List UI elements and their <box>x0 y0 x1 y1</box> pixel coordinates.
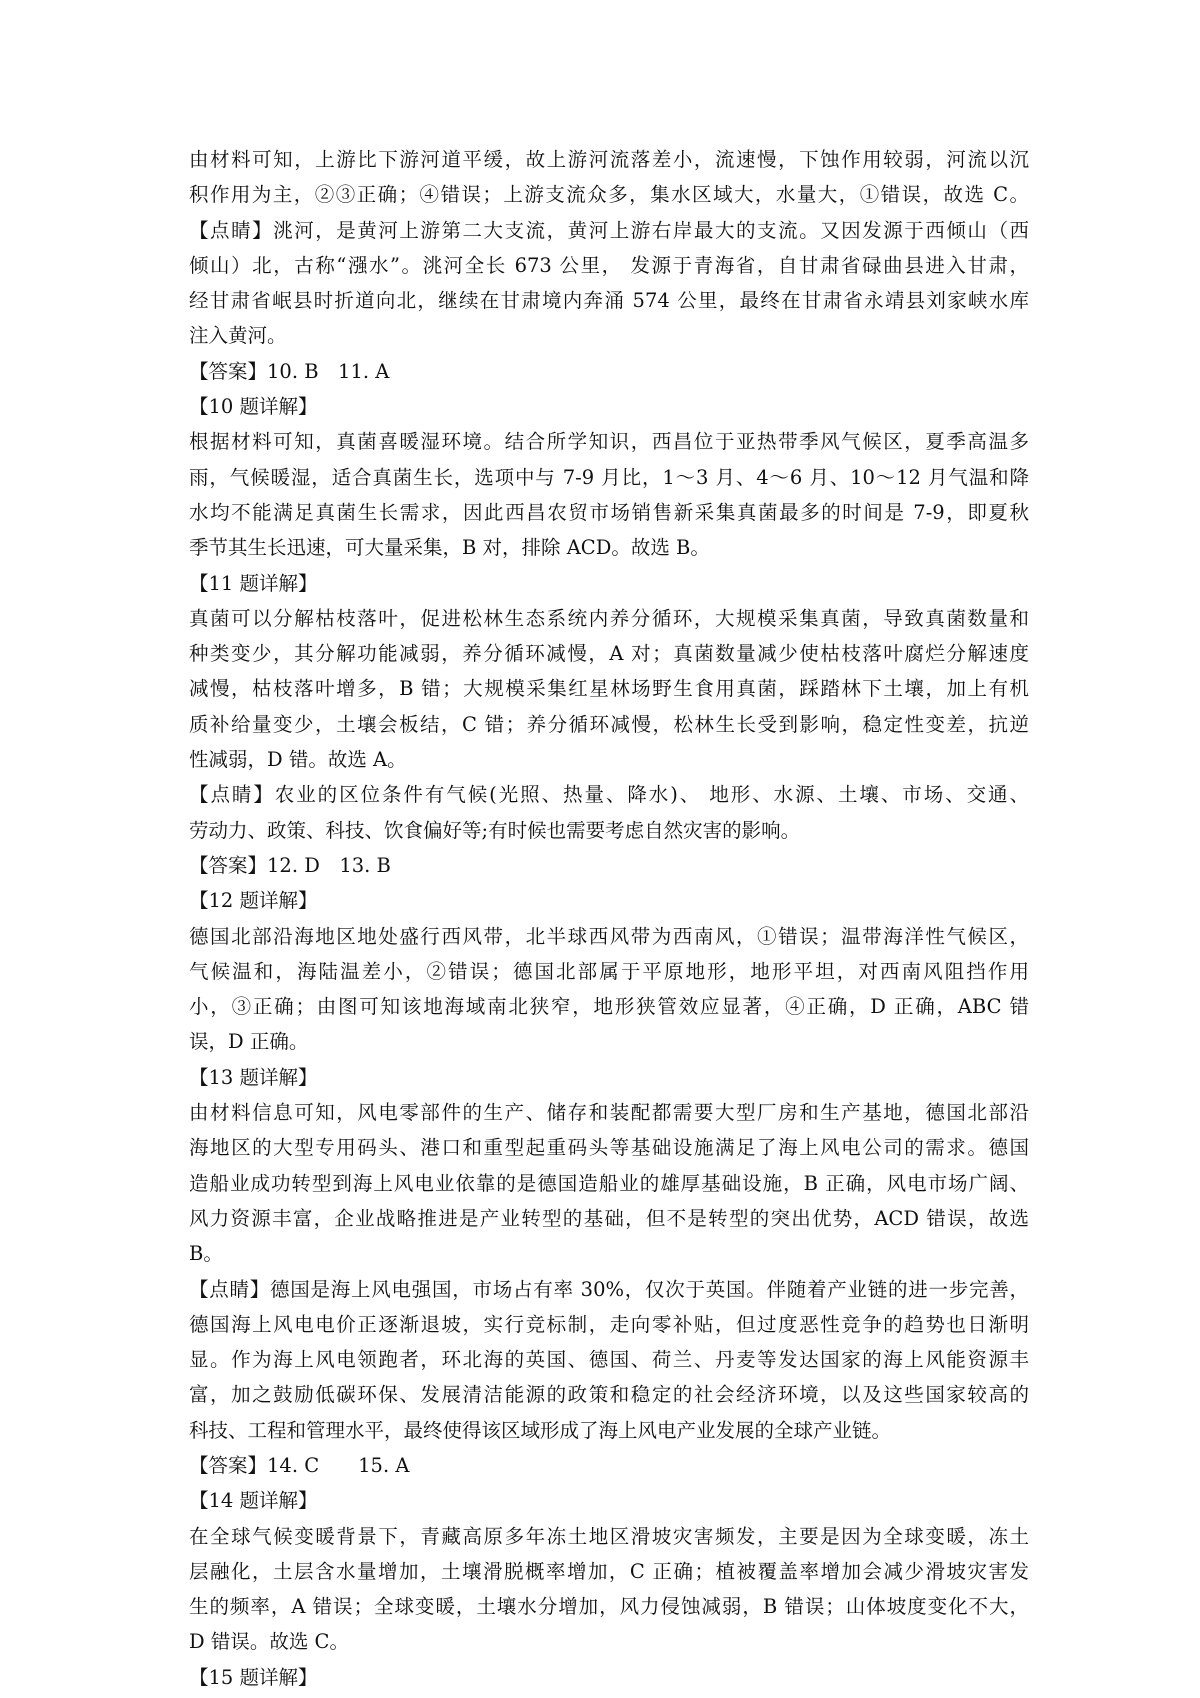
text-line: 【答案】10. B 11. A <box>189 359 390 383</box>
text-line: 德国北部沿海地区地处盛行西风带，北半球西风带为西南风，①错误；温带海洋性气候区， <box>189 924 1029 948</box>
text-line: 显。作为海上风电领跑者，环北海的英国、德国、荷兰、丹麦等发达国家的海上风能资源丰 <box>189 1348 1029 1372</box>
text-line: 造船业成功转型到海上风电业依靠的是德国造船业的雄厚基础设施，B 正确，风电市场广阔、 <box>189 1171 1029 1195</box>
text-line: 性减弱，D 错。故选 A。 <box>189 748 407 772</box>
text-line: 误，D 正确。 <box>189 1030 309 1054</box>
text-line: 【10 题详解】 <box>189 395 318 419</box>
text-line: 注入黄河。 <box>189 324 287 348</box>
text-line: 【答案】14. C 15. A <box>189 1453 410 1477</box>
text-line: B。 <box>189 1242 223 1266</box>
text-line: 【11 题详解】 <box>189 571 318 595</box>
text-line: 质补给量变少，土壤会板结，C 错；养分循环减慢，松林生长受到影响，稳定性变差，抗逆 <box>189 712 1029 736</box>
text-line: 由材料可知，上游比下游河道平缓，故上游河流落差小，流速慢，下蚀作用较弱，河流以沉 <box>189 148 1029 171</box>
text-line: 【点睛】洮河，是黄河上游第二大支流，黄河上游右岸最大的支流。又因发源于西倾山（西 <box>189 218 1029 242</box>
text-line: 科技、工程和管理水平，最终使得该区域形成了海上风电产业发展的全球产业链。 <box>189 1418 892 1442</box>
text-line: 【14 题详解】 <box>189 1489 318 1513</box>
text-line: 季节其生长迅速，可大量采集，B 对，排除 ACD。故选 B。 <box>189 536 710 560</box>
text-line: 风力资源丰富，企业战略推进是产业转型的基础，但不是转型的突出优势，ACD 错误，故选 <box>189 1206 1029 1230</box>
text-line: 【15 题详解】 <box>189 1665 318 1689</box>
text-line: D 错误。故选 C。 <box>189 1630 349 1654</box>
text-line: 【点睛】德国是海上风电强国，市场占有率 30%，仅次于英国。伴随着产业链的进一步完善， <box>189 1277 1029 1301</box>
text-line: 由材料信息可知，风电零部件的生产、储存和装配都需要大型厂房和生产基地，德国北部沿 <box>189 1101 1029 1125</box>
text-line: 【12 题详解】 <box>189 889 318 913</box>
text-line: 在全球气候变暖背景下，青藏高原多年冻土地区滑坡灾害频发，主要是因为全球变暖，冻土 <box>189 1524 1029 1548</box>
text-line: 层融化，土层含水量增加，土壤滑脱概率增加，C 正确；植被覆盖率增加会减少滑坡灾害发 <box>189 1559 1029 1583</box>
document-page <box>189 142 1029 1695</box>
text-line: 【13 题详解】 <box>189 1065 318 1089</box>
text-line: 雨，气候暖湿，适合真菌生长，选项中与 7-9 月比，1～3 月、4～6 月、10～12 月气温和降 <box>189 465 1029 489</box>
text-line: 经甘肃省岷县时折道向北，继续在甘肃境内奔涌 574 公里，最终在甘肃省永靖县刘家峡水库 <box>189 289 1029 313</box>
text-line: 气候温和，海陆温差小，②错误；德国北部属于平原地形，地形平坦，对西南风阻挡作用 <box>189 959 1029 983</box>
text-line: 小，③正确；由图可知该地海域南北狭窄，地形狭管效应显著，④正确，D 正确，ABC 错 <box>189 995 1029 1019</box>
text-line: 积作用为主，②③正确；④错误；上游支流众多，集水区域大，水量大，①错误，故选 C。 <box>189 183 1029 207</box>
text-line: 生的频率，A 错误；全球变暖，土壤水分增加，风力侵蚀减弱，B 错误；山体坡度变化不大， <box>189 1595 1029 1619</box>
text-line: 种类变少，其分解功能减弱，养分循环减慢，A 对；真菌数量减少使枯枝落叶腐烂分解速度 <box>189 642 1029 666</box>
text-line: 海地区的大型专用码头、港口和重型起重码头等基础设施满足了海上风电公司的需求。德国 <box>189 1136 1029 1160</box>
text-line: 水均不能满足真菌生长需求，因此西昌农贸市场销售新采集真菌最多的时间是 7-9，即夏秋 <box>189 500 1029 524</box>
text-line: 【答案】12. D 13. B <box>189 853 391 877</box>
text-line: 富，加之鼓励低碳环保、发展清洁能源的政策和稳定的社会经济环境，以及这些国家较高的 <box>189 1383 1029 1407</box>
text-line: 减慢，枯枝落叶增多，B 错；大规模采集红星林场野生食用真菌，踩踏林下土壤，加上有机 <box>189 677 1029 701</box>
text-line: 根据材料可知，真菌喜暖湿环境。结合所学知识，西昌位于亚热带季风气候区，夏季高温多 <box>189 430 1029 454</box>
text-line: 劳动力、政策、科技、饮食偏好等;有时候也需要考虑自然灾害的影响。 <box>189 818 801 842</box>
text-line: 【点睛】农业的区位条件有气候(光照、热量、降水)、 地形、水源、土壤、市场、交通、 <box>189 783 1029 807</box>
text-line: 倾山）北，古称“漒水”。洮河全长 673 公里， 发源于青海省，自甘肃省碌曲县进入甘肃， <box>189 253 1029 277</box>
text-line: 德国海上风电电价正逐渐退坡，实行竞标制，走向零补贴，但过度恶性竞争的趋势也日渐明 <box>189 1312 1029 1336</box>
text-line: 真菌可以分解枯枝落叶，促进松林生态系统内养分循环，大规模采集真菌，导致真菌数量和 <box>189 606 1029 630</box>
